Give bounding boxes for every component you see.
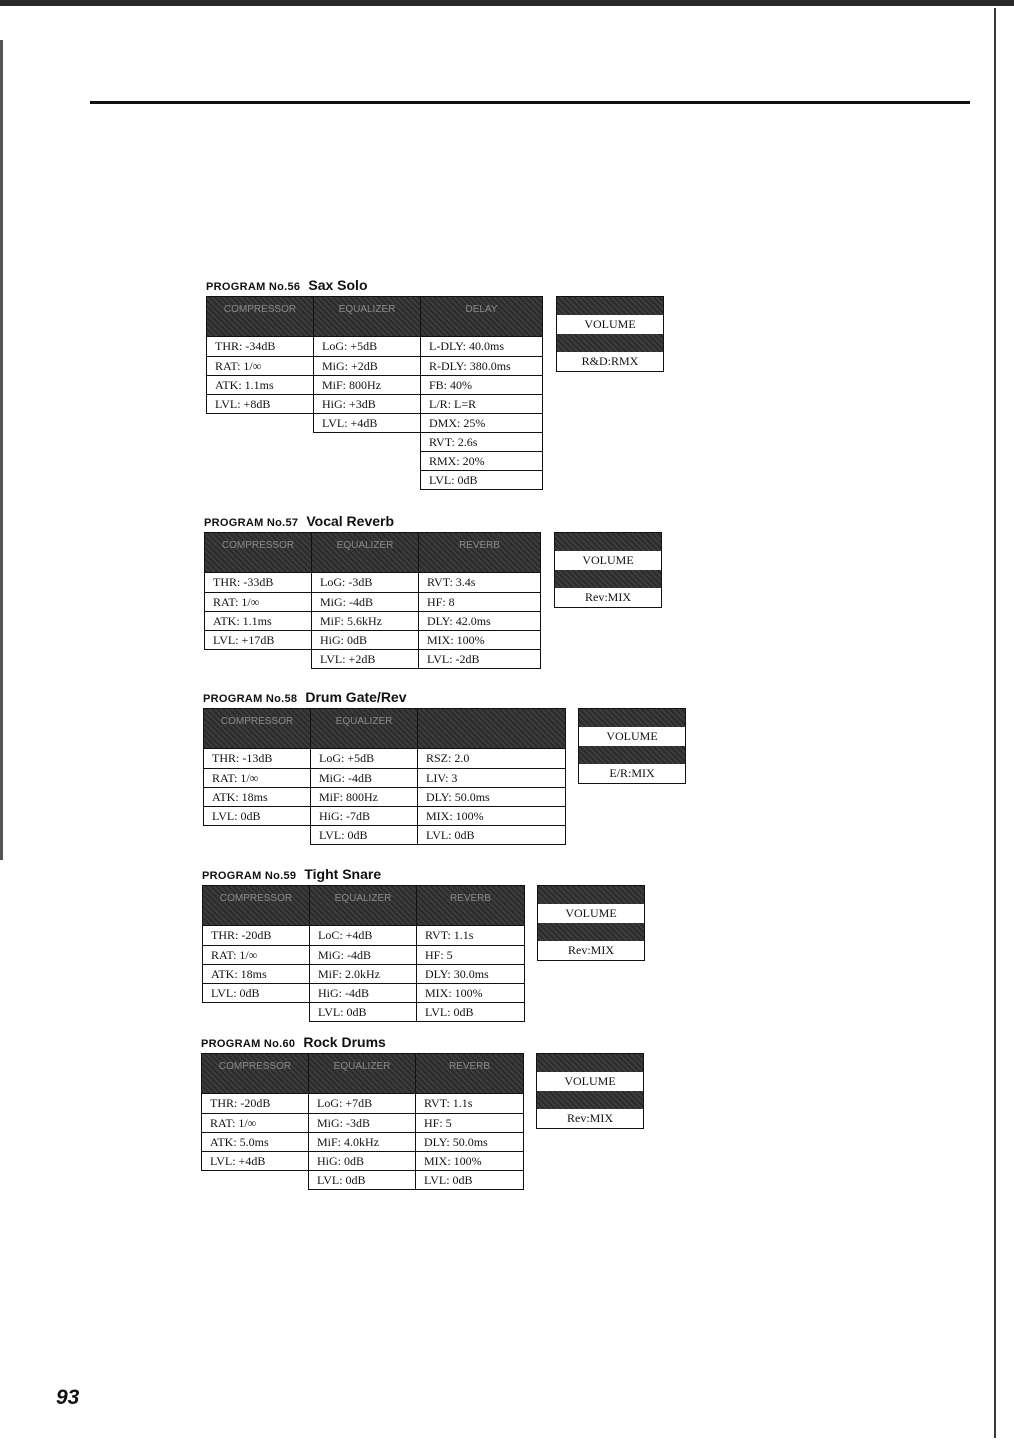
equalizer-param: LVL: 0dB bbox=[311, 825, 417, 844]
effect-param: LVL: -2dB bbox=[419, 649, 540, 668]
effect-param: RSZ: 2.0 bbox=[426, 751, 470, 765]
equalizer-param: LVL: +4dB bbox=[314, 413, 420, 432]
compressor-param: LVL: +8dB bbox=[207, 394, 313, 413]
effect-param: RMX: 20% bbox=[421, 451, 542, 470]
program-title bbox=[206, 277, 368, 295]
compressor-param: LVL: 0dB bbox=[204, 806, 310, 825]
effect-param: DLY: 50.0ms bbox=[416, 1132, 523, 1151]
compressor-param: THR: -33dB bbox=[213, 575, 274, 589]
program-title bbox=[201, 1034, 386, 1052]
control-header bbox=[555, 533, 661, 551]
compressor-column bbox=[204, 532, 312, 650]
control-header bbox=[537, 1054, 643, 1072]
effect-column bbox=[420, 296, 543, 490]
program-name: Vocal Reverb bbox=[306, 513, 395, 529]
equalizer-param: LoG: -3dB bbox=[320, 575, 373, 589]
control-value: VOLUME bbox=[565, 906, 617, 920]
compressor-param: LVL: +4dB bbox=[202, 1151, 308, 1170]
equalizer-param: LoG: +5dB bbox=[319, 751, 375, 765]
compressor-param: RAT: 1/∞ bbox=[207, 356, 313, 375]
equalizer-param: MiG: +2dB bbox=[314, 356, 420, 375]
equalizer-param: MiF: 2.0kHz bbox=[310, 964, 416, 983]
equalizer-param: LoG: +5dB bbox=[322, 339, 378, 353]
effect-header: REVERB bbox=[419, 533, 540, 573]
compressor-param: ATK: 1.1ms bbox=[205, 611, 311, 630]
control-box bbox=[536, 1053, 644, 1129]
effect-param: DLY: 30.0ms bbox=[417, 964, 524, 983]
effect-param: HF: 5 bbox=[417, 945, 524, 964]
compressor-param: THR: -13dB bbox=[212, 751, 273, 765]
effect-param: HF: 8 bbox=[419, 592, 540, 611]
control-value: E/R:MIX bbox=[609, 766, 655, 780]
control-box bbox=[554, 532, 662, 608]
control-header bbox=[557, 334, 663, 352]
equalizer-column bbox=[313, 296, 421, 433]
compressor-param: RAT: 1/∞ bbox=[204, 768, 310, 787]
effect-param: RVT: 3.4s bbox=[427, 575, 476, 589]
compressor-param: THR: -34dB bbox=[215, 339, 276, 353]
program-number: PROGRAM No.60 bbox=[201, 1038, 296, 1050]
equalizer-param: HiG: -7dB bbox=[311, 806, 417, 825]
effect-param: L/R: L=R bbox=[421, 394, 542, 413]
program-number: PROGRAM No.59 bbox=[202, 870, 297, 882]
compressor-param: RAT: 1/∞ bbox=[202, 1113, 308, 1132]
control-box bbox=[556, 296, 664, 372]
compressor-header: COMPRESSOR bbox=[207, 297, 313, 337]
effect-param: LVL: 0dB bbox=[421, 470, 542, 489]
compressor-param: RAT: 1/∞ bbox=[205, 592, 311, 611]
compressor-param: ATK: 1.1ms bbox=[207, 375, 313, 394]
effect-param: MIX: 100% bbox=[417, 983, 524, 1002]
compressor-header: COMPRESSOR bbox=[204, 709, 310, 749]
effect-param: LIV: 3 bbox=[418, 768, 565, 787]
equalizer-param: LVL: 0dB bbox=[310, 1002, 416, 1021]
equalizer-param: LoG: +7dB bbox=[317, 1096, 373, 1110]
compressor-param: ATK: 18ms bbox=[203, 964, 309, 983]
equalizer-column bbox=[308, 1053, 416, 1190]
effect-param: MIX: 100% bbox=[419, 630, 540, 649]
control-header bbox=[538, 886, 644, 904]
equalizer-header: EQUALIZER bbox=[311, 709, 417, 749]
compressor-header: COMPRESSOR bbox=[203, 886, 309, 926]
effect-param: FB: 40% bbox=[421, 375, 542, 394]
equalizer-header: EQUALIZER bbox=[309, 1054, 415, 1094]
compressor-header: COMPRESSOR bbox=[205, 533, 311, 573]
equalizer-param: MiG: -4dB bbox=[312, 592, 418, 611]
effect-column bbox=[417, 708, 566, 845]
effect-param: RVT: 1.1s bbox=[425, 928, 474, 942]
effect-param: DLY: 42.0ms bbox=[419, 611, 540, 630]
effect-param: RVT: 2.6s bbox=[421, 432, 542, 451]
equalizer-header: EQUALIZER bbox=[314, 297, 420, 337]
control-header bbox=[579, 709, 685, 727]
equalizer-column bbox=[311, 532, 419, 669]
control-header bbox=[538, 923, 644, 941]
effect-param: DMX: 25% bbox=[421, 413, 542, 432]
effect-param: L-DLY: 40.0ms bbox=[429, 339, 505, 353]
effect-header: REVERB bbox=[416, 1054, 523, 1094]
compressor-header: COMPRESSOR bbox=[202, 1054, 308, 1094]
control-header bbox=[557, 297, 663, 315]
equalizer-param: MiG: -4dB bbox=[310, 945, 416, 964]
effect-param: HF: 5 bbox=[416, 1113, 523, 1132]
compressor-param: THR: -20dB bbox=[211, 928, 272, 942]
control-value: VOLUME bbox=[582, 553, 634, 567]
control-header bbox=[555, 570, 661, 588]
page-left-edge bbox=[0, 40, 3, 860]
equalizer-header: EQUALIZER bbox=[312, 533, 418, 573]
header-rule bbox=[90, 101, 970, 104]
program-name: Rock Drums bbox=[303, 1034, 386, 1050]
program-name: Sax Solo bbox=[308, 277, 368, 293]
effect-column bbox=[418, 532, 541, 669]
equalizer-param: HiG: 0dB bbox=[312, 630, 418, 649]
compressor-column bbox=[201, 1053, 309, 1171]
equalizer-param: HiG: +3dB bbox=[314, 394, 420, 413]
equalizer-param: LoC: +4dB bbox=[318, 928, 373, 942]
compressor-param: ATK: 18ms bbox=[204, 787, 310, 806]
effect-param: R-DLY: 380.0ms bbox=[421, 356, 542, 375]
page-top-edge bbox=[0, 0, 1014, 6]
effect-column bbox=[416, 885, 525, 1022]
compressor-param: ATK: 5.0ms bbox=[202, 1132, 308, 1151]
page-number: 93 bbox=[56, 1386, 80, 1409]
effect-param: DLY: 50.0ms bbox=[418, 787, 565, 806]
equalizer-param: MiG: -3dB bbox=[309, 1113, 415, 1132]
compressor-column bbox=[203, 708, 311, 826]
effect-column bbox=[415, 1053, 524, 1190]
effect-param: LVL: 0dB bbox=[418, 825, 565, 844]
equalizer-param: MiF: 5.6kHz bbox=[312, 611, 418, 630]
effect-param: MIX: 100% bbox=[416, 1151, 523, 1170]
program-number: PROGRAM No.56 bbox=[206, 281, 301, 293]
effect-param: LVL: 0dB bbox=[416, 1170, 523, 1189]
effect-header bbox=[418, 709, 565, 749]
equalizer-param: HiG: -4dB bbox=[310, 983, 416, 1002]
effect-param: LVL: 0dB bbox=[417, 1002, 524, 1021]
page-right-edge bbox=[994, 8, 996, 1438]
effect-param: RVT: 1.1s bbox=[424, 1096, 473, 1110]
compressor-column bbox=[202, 885, 310, 1003]
control-box bbox=[537, 885, 645, 961]
effect-param: MIX: 100% bbox=[418, 806, 565, 825]
equalizer-param: HiG: 0dB bbox=[309, 1151, 415, 1170]
compressor-param: LVL: 0dB bbox=[203, 983, 309, 1002]
program-name: Drum Gate/Rev bbox=[305, 689, 407, 705]
control-value: Rev:MIX bbox=[567, 1111, 613, 1125]
control-header bbox=[579, 746, 685, 764]
control-header bbox=[537, 1091, 643, 1109]
control-value: VOLUME bbox=[606, 729, 658, 743]
control-value: Rev:MIX bbox=[585, 590, 631, 604]
program-title bbox=[203, 689, 407, 707]
compressor-param: LVL: +17dB bbox=[205, 630, 311, 649]
control-value: Rev:MIX bbox=[568, 943, 614, 957]
compressor-param: RAT: 1/∞ bbox=[203, 945, 309, 964]
effect-header: REVERB bbox=[417, 886, 524, 926]
equalizer-param: MiF: 800Hz bbox=[311, 787, 417, 806]
control-value: R&D:RMX bbox=[581, 354, 639, 368]
program-title bbox=[202, 866, 381, 884]
equalizer-column bbox=[309, 885, 417, 1022]
compressor-column bbox=[206, 296, 314, 414]
equalizer-column bbox=[310, 708, 418, 845]
program-title bbox=[204, 513, 394, 531]
equalizer-header: EQUALIZER bbox=[310, 886, 416, 926]
equalizer-param: MiF: 4.0kHz bbox=[309, 1132, 415, 1151]
equalizer-param: MiF: 800Hz bbox=[314, 375, 420, 394]
control-value: VOLUME bbox=[584, 317, 636, 331]
equalizer-param: MiG: -4dB bbox=[311, 768, 417, 787]
control-value: VOLUME bbox=[564, 1074, 616, 1088]
equalizer-param: LVL: +2dB bbox=[312, 649, 418, 668]
program-number: PROGRAM No.57 bbox=[204, 517, 299, 529]
compressor-param: THR: -20dB bbox=[210, 1096, 271, 1110]
equalizer-param: LVL: 0dB bbox=[309, 1170, 415, 1189]
control-box bbox=[578, 708, 686, 784]
program-number: PROGRAM No.58 bbox=[203, 693, 298, 705]
program-name: Tight Snare bbox=[304, 866, 382, 882]
effect-header: DELAY bbox=[421, 297, 542, 337]
